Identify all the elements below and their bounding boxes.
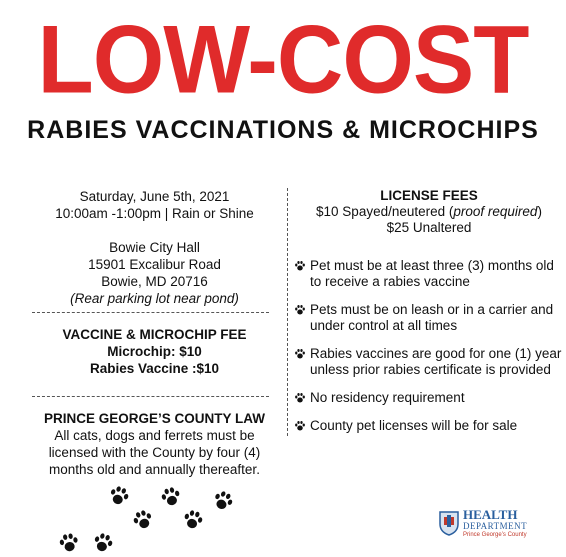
paw-print-icon [158, 484, 185, 511]
paw-print-icon [56, 530, 81, 555]
parking-note: (Rear parking lot near pond) [70, 291, 239, 306]
event-time: 10:00am -1:00pm | Rain or Shine [55, 206, 254, 221]
logo-line-1: HEALTH [463, 507, 518, 522]
county-law-text: All cats, dogs and ferrets must be licensed with the County by four (4) months old and annually thereafter. [48, 428, 261, 477]
logo-line-3: Prince George’s County [463, 532, 527, 538]
logo-line-2: DEPARTMENT [463, 521, 528, 531]
paw-print-icon [294, 260, 306, 272]
spayed-fee-prefix: $10 Spayed/neutered ( [316, 204, 454, 219]
paw-print-icon [105, 482, 133, 510]
requirement-text: Pets must be on leash or in a carrier and under control at all times [310, 302, 554, 333]
paw-print-icon [208, 486, 237, 515]
unaltered-fee: $25 Unaltered [386, 220, 472, 235]
vaccine-fee-section [32, 326, 277, 377]
subheadline: RABIES VACCINATIONS & MICROCHIPS [27, 116, 539, 144]
event-date: Saturday, June 5th, 2021 [79, 189, 230, 204]
requirement-text: County pet licenses will be for sale [310, 418, 518, 433]
event-venue: Bowie City Hall [109, 240, 200, 255]
health-department-logo [438, 508, 562, 544]
event-city: Bowie, MD 20716 [101, 274, 208, 289]
vaccine-fee-title: VACCINE & MICROCHIP FEE [62, 327, 247, 342]
requirement-item [294, 302, 564, 334]
column-divider [287, 188, 288, 436]
county-law-title: PRINCE GEORGE’S COUNTY LAW [43, 411, 266, 426]
requirement-item [294, 346, 564, 378]
microchip-fee: Microchip: $10 [107, 344, 202, 359]
paw-print-icon [294, 392, 306, 404]
requirement-text: No residency requirement [310, 390, 465, 405]
requirement-text: Pet must be at least three (3) months old to receive a rabies vaccine [310, 258, 554, 289]
paw-print-icon [129, 506, 157, 534]
requirement-item [294, 390, 564, 406]
event-street: 15901 Excalibur Road [88, 257, 221, 272]
requirement-item [294, 258, 564, 290]
paw-print-icon [180, 507, 207, 534]
license-info [294, 188, 564, 434]
license-fees [294, 188, 564, 236]
paw-print-icon [294, 348, 306, 360]
requirement-text: Rabies vaccines are good for one (1) year unless prior rabies certificate is provided [310, 346, 562, 377]
seal-icon [438, 510, 460, 536]
divider-1 [32, 312, 269, 313]
proof-required-note: proof required [453, 204, 538, 219]
paw-print-trail [50, 485, 250, 554]
rabies-fee: Rabies Vaccine :$10 [89, 361, 220, 376]
county-law-section [32, 410, 277, 478]
license-fees-title: LICENSE FEES [380, 188, 478, 203]
paw-print-icon [89, 529, 117, 557]
event-info [32, 188, 277, 307]
headline: LOW-COST [37, 6, 529, 114]
spayed-fee [294, 204, 564, 220]
requirement-item [294, 418, 564, 434]
spayed-fee-suffix: ) [537, 204, 542, 219]
divider-2 [32, 396, 269, 397]
paw-print-icon [294, 304, 306, 316]
paw-print-icon [294, 420, 306, 432]
